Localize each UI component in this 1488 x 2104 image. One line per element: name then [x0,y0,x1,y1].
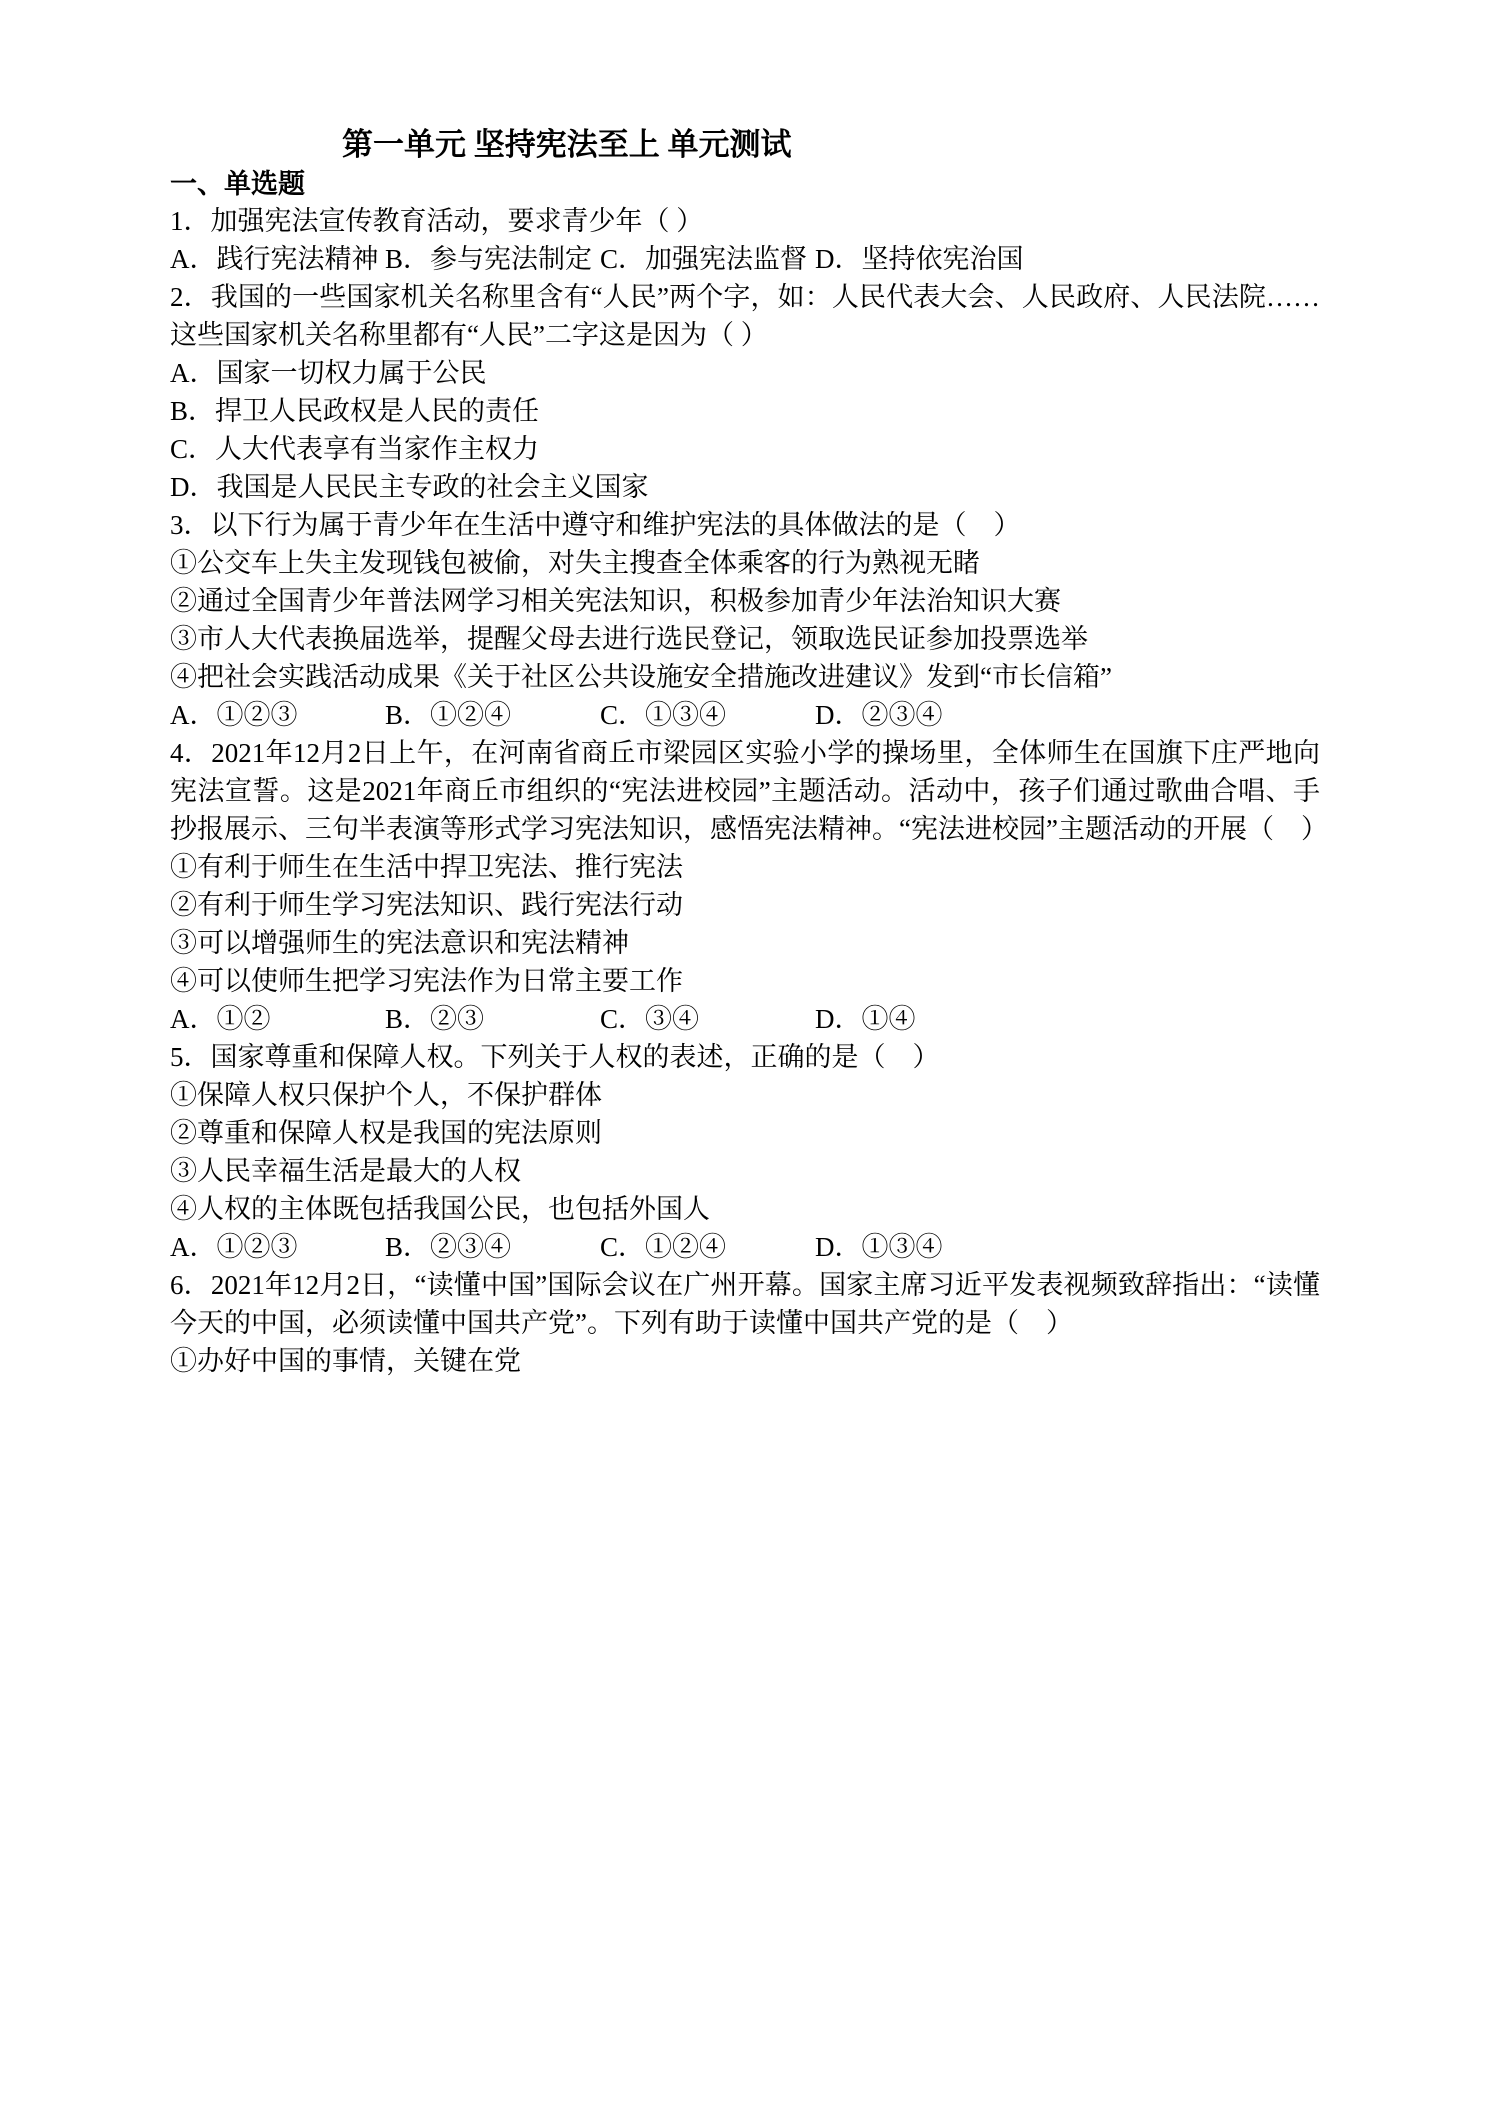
question-4-item-3: ③可以增强师生的宪法意识和宪法精神 [170,928,629,958]
question-4-option-b: B．②③ [385,1004,485,1034]
question-1-stem: 1．加强宪法宣传教育活动，要求青少年（ ） [170,206,704,236]
question-4-option-d: D．①④ [815,1004,916,1034]
question-5-option-a: A．①②③ [170,1232,298,1262]
question-4-option-a: A．①② [170,1004,271,1034]
question-6-item-1: ①办好中国的事情，关键在党 [170,1346,521,1376]
question-5-stem: 5．国家尊重和保障人权。下列关于人权的表述，正确的是（ ） [170,1042,940,1072]
question-4 [170,734,1328,1038]
question-4-stem: 4．2021年12月2日上午，在河南省商丘市梁园区实验小学的操场里，全体师生在国旗下庄严地向宪法宣誓。这是2021年商丘市组织的“宪法进校园”主题活动。活动中，孩子们通过歌曲合唱、手抄报展示、三句半表演等形式学习宪法知识，感悟宪法精神。“宪法进校园”主题活动的开展（ ） [170,738,1328,844]
question-2-option-c: C．人大代表享有当家作主权力 [170,434,540,464]
question-5-option-d: D．①③④ [815,1232,943,1262]
question-1 [170,202,1320,278]
question-4-item-4: ④可以使师生把学习宪法作为日常主要工作 [170,966,683,996]
question-1-options [170,240,1320,278]
question-5-option-b: B．②③④ [385,1232,512,1262]
question-2-option-a: A．国家一切权力属于公民 [170,358,487,388]
question-5-item-2: ②尊重和保障人权是我国的宪法原则 [170,1118,602,1148]
question-6 [170,1266,1320,1380]
question-3-options [170,696,1320,734]
question-3-item-4: ④把社会实践活动成果《关于社区公共设施安全措施改进建议》发到“市长信箱” [170,662,1112,692]
question-4-item-1: ①有利于师生在生活中捍卫宪法、推行宪法 [170,852,683,882]
question-3-option-d: D．②③④ [815,700,943,730]
question-1-option-d: D．坚持依宪治国 [815,244,1024,274]
question-2-option-d: D．我国是人民民主专政的社会主义国家 [170,472,649,502]
question-5-options [170,1228,1320,1266]
question-3-option-a: A．①②③ [170,700,298,730]
question-3-item-1: ①公交车上失主发现钱包被偷，对失主搜查全体乘客的行为熟视无睹 [170,548,980,578]
question-2 [170,278,1320,506]
question-5-item-4: ④人权的主体既包括我国公民，也包括外国人 [170,1194,710,1224]
question-3 [170,506,1320,734]
question-1-option-a: A．践行宪法精神 [170,244,379,274]
question-3-item-2: ②通过全国青少年普法网学习相关宪法知识，积极参加青少年法治知识大赛 [170,586,1061,616]
question-2-stem: 2．我国的一些国家机关名称里含有“人民”两个字，如：人民代表大会、人民政府、人民法院……这些国家机关名称里都有“人民”二字这是因为（ ） [170,282,1320,350]
document-title: 第一单元 坚持宪法至上 单元测试 [342,127,792,162]
question-5-item-3: ③人民幸福生活是最大的人权 [170,1156,521,1186]
section-heading: 一、单选题 [170,169,305,199]
question-6-stem: 6．2021年12月2日，“读懂中国”国际会议在广州开幕。国家主席习近平发表视频致辞指出：“读懂今天的中国，必须读懂中国共产党”。下列有助于读懂中国共产党的是（ ） [170,1270,1320,1338]
question-5 [170,1038,1320,1266]
question-1-option-c: C．加强宪法监督 [600,244,808,274]
question-4-option-c: C．③④ [600,1004,700,1034]
question-5-item-1: ①保障人权只保护个人，不保护群体 [170,1080,602,1110]
question-4-item-2: ②有利于师生学习宪法知识、践行宪法行动 [170,890,683,920]
question-2-option-b: B．捍卫人民政权是人民的责任 [170,396,540,426]
question-3-item-3: ③市人大代表换届选举，提醒父母去进行选民登记，领取选民证参加投票选举 [170,624,1088,654]
question-4-options [170,1000,1320,1038]
question-3-option-b: B．①②④ [385,700,512,730]
question-5-option-c: C．①②④ [600,1232,727,1262]
question-3-option-c: C．①③④ [600,700,727,730]
question-1-option-b: B．参与宪法制定 [385,244,593,274]
question-3-stem: 3．以下行为属于青少年在生活中遵守和维护宪法的具体做法的是（ ） [170,510,1021,540]
